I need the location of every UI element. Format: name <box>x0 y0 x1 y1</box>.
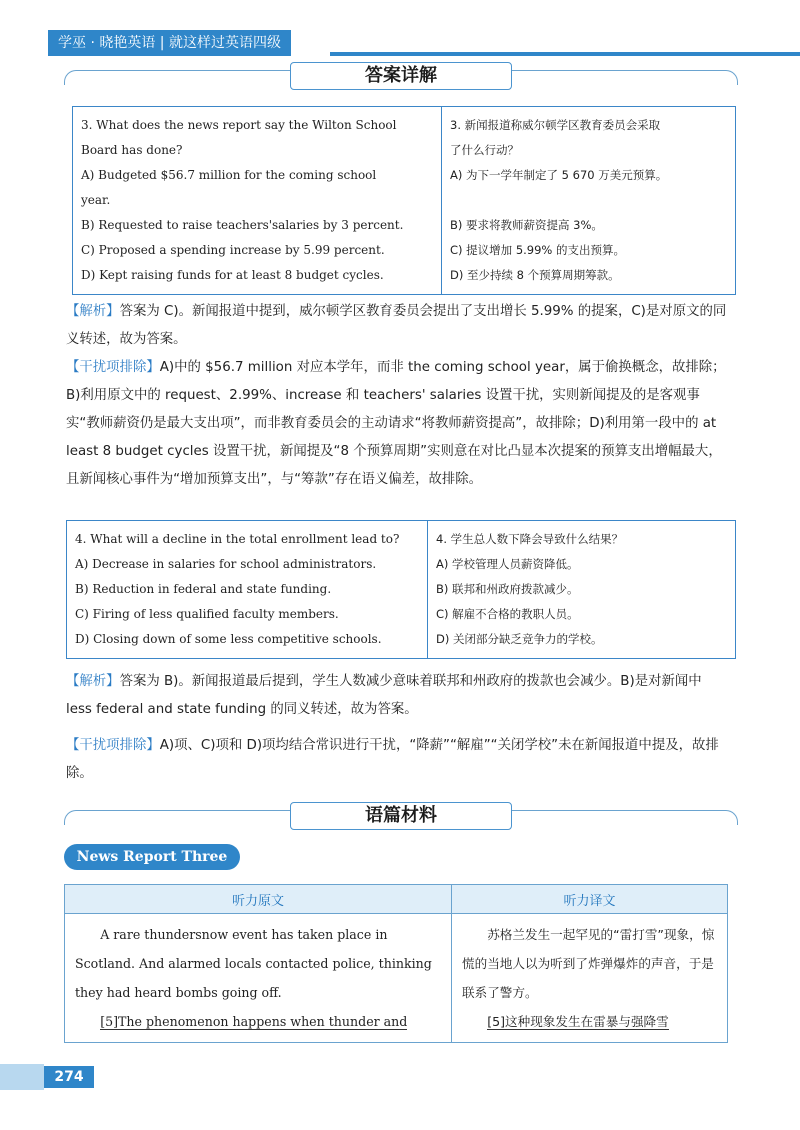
distractor-text: A)项、C)项和 D)项均结合常识进行干扰，“降薪”“解雇”“关闭学校”未在新闻报道中提及，故排除。 <box>66 738 719 781</box>
answers-section-header <box>64 62 736 88</box>
underlined-sentence: [5]这种现象发生在雷暴与强降雪 <box>487 1014 669 1029</box>
page-strip <box>0 1064 44 1090</box>
q4-zh-line: D) 关闭部分缺乏竞争力的学校。 <box>436 632 603 646</box>
underlined-sentence: [5]The phenomenon happens when thunder and <box>100 1014 408 1029</box>
transcript-table <box>64 884 728 1043</box>
q4-analysis <box>66 668 730 724</box>
section-title: 答案详解 <box>290 62 512 90</box>
q3-zh-line: 了什么行动？ <box>450 143 519 157</box>
q3-en-line: A) Budgeted $56.7 million for the coming school <box>81 168 377 182</box>
original-column-header: 听力原文 <box>65 885 452 914</box>
analysis-tag: 【解析】 <box>66 674 120 689</box>
q4-zh-line: A) 学校管理人员薪资降低。 <box>436 557 579 571</box>
q3-en-line: D) Kept raising funds for at least 8 budget cycles. <box>81 268 384 282</box>
materials-section-header <box>64 802 736 828</box>
q4-chinese <box>428 521 736 659</box>
q4-table <box>66 520 736 659</box>
q4-distractor <box>66 732 730 788</box>
translation-underlined-line <box>462 1007 717 1036</box>
q4-zh-line: C) 解雇不合格的教职人员。 <box>436 607 579 621</box>
original-underlined-line <box>75 1007 441 1036</box>
q3-en-line: B) Requested to raise teachers'salaries by 3 percent. <box>81 218 404 232</box>
distractor-text: A)中的 $56.7 million 对应本学年，而非 the coming school year，属于偷换概念，故排除；B)利用原文中的 request、2.99%、increase 和 teachers' salaries 设置干扰，实则新闻提及的是客观事实“教师薪资仍是最大支出项”，而非教育委员会的主动请求“将教师薪资提高”，故排除；D)利用第一段中的 at least 8 budget cycles 设置干扰，新闻提及“8 个预算周期”实则意在对比凸显本次提案的预算支出增幅最大，且新闻核心事件为“增加预算支出”，与“筹款”存在语义偏差，故排除。 <box>66 360 726 487</box>
q3-zh-line: C) 提议增加 5.99% 的支出预算。 <box>450 243 626 257</box>
q3-en-line: C) Proposed a spending increase by 5.99 percent. <box>81 243 385 257</box>
q3-zh-line: D) 至少持续 8 个预算周期筹款。 <box>450 268 620 282</box>
page-number: 274 <box>44 1066 94 1088</box>
translation-paragraph: 苏格兰发生一起罕见的“雷打雪”现象，惊慌的当地人以为听到了炸弹爆炸的声音，于是联系了警方。 <box>462 927 715 1000</box>
q4-en-line: A) Decrease in salaries for school administrators. <box>75 557 377 571</box>
q3-zh-line: B) 要求将教师薪资提高 3%。 <box>450 218 603 232</box>
q3-en-line: year. <box>81 193 111 207</box>
book-brand: 学巫 · 晓艳英语 | 就这样过英语四级 <box>48 30 291 56</box>
header-strip <box>330 52 800 56</box>
news-report-tag: News Report Three <box>64 844 240 870</box>
original-paragraph: A rare thundersnow event has taken place in Scotland. And alarmed locals contacted police, thinking they had heard bombs going off. <box>75 927 432 1000</box>
section-title: 语篇材料 <box>290 802 512 830</box>
q3-analysis <box>66 298 730 354</box>
distractor-tag: 【干扰项排除】 <box>66 360 160 375</box>
analysis-text: 答案为 B)。新闻报道最后提到，学生人数减少意味着联邦和州政府的拨款也会减少。B)是对新闻中 less federal and state funding 的同义转述，故为答案。 <box>66 674 702 717</box>
q3-table <box>72 106 736 295</box>
analysis-text: 答案为 C)。新闻报道中提到，威尔顿学区教育委员会提出了支出增长 5.99% 的提案，C)是对原文的同义转述，故为答案。 <box>66 304 727 347</box>
q3-distractor <box>66 354 730 494</box>
q4-zh-line: B) 联邦和州政府拨款减少。 <box>436 582 579 596</box>
q4-en-line: C) Firing of less qualified faculty members. <box>75 607 339 621</box>
translation-text-cell <box>452 914 728 1043</box>
q4-en-line: 4. What will a decline in the total enrollment lead to? <box>75 532 400 546</box>
q3-en-line: 3. What does the news report say the Wilton School <box>81 118 397 132</box>
q4-en-line: B) Reduction in federal and state funding. <box>75 582 332 596</box>
original-text-cell <box>65 914 452 1043</box>
q4-zh-line: 4. 学生总人数下降会导致什么结果？ <box>436 532 624 546</box>
q3-zh-line: 3. 新闻报道称威尔顿学区教育委员会采取 <box>450 118 661 132</box>
analysis-tag: 【解析】 <box>66 304 120 319</box>
q3-chinese <box>442 107 736 295</box>
q3-zh-line: A) 为下一学年制定了 5 670 万美元预算。 <box>450 168 668 182</box>
q4-en-line: D) Closing down of some less competitive schools. <box>75 632 382 646</box>
q3-zh-line <box>450 188 727 213</box>
distractor-tag: 【干扰项排除】 <box>66 738 160 753</box>
q4-english <box>67 521 428 659</box>
q3-en-line: Board has done? <box>81 143 183 157</box>
translation-column-header: 听力译文 <box>452 885 728 914</box>
q3-english <box>73 107 442 295</box>
